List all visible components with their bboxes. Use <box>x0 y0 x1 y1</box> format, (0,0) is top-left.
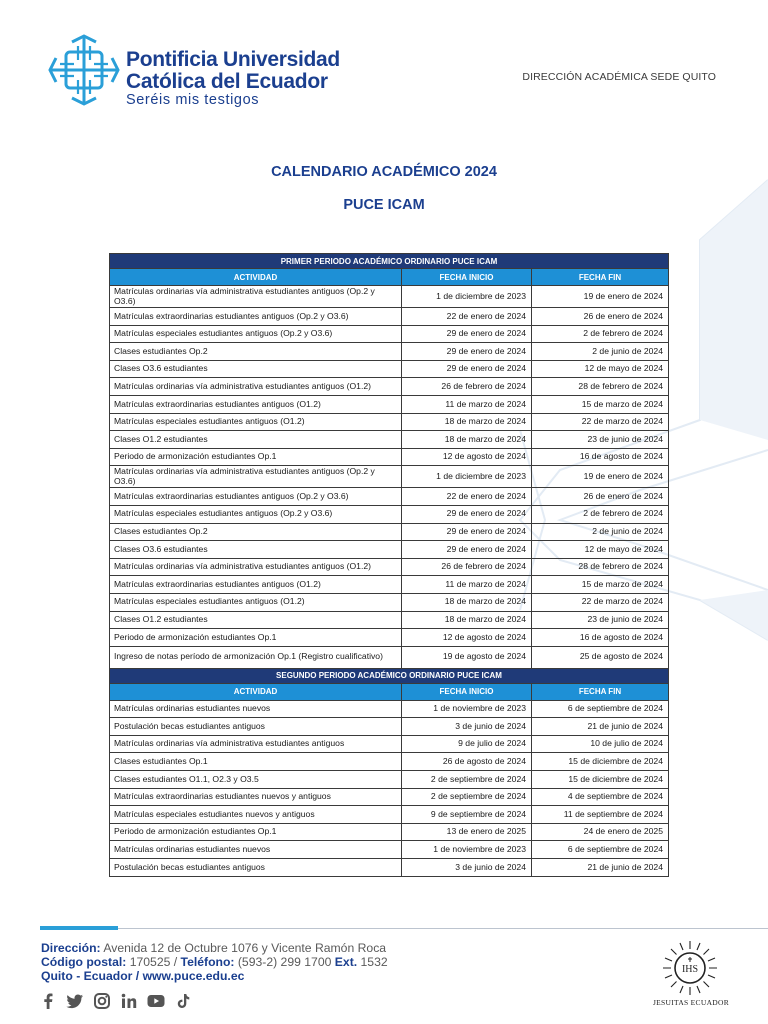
logo-name-line2: Católica del Ecuador <box>126 70 328 93</box>
start-date-cell: 9 de septiembre de 2024 <box>402 806 532 824</box>
puce-cross-icon <box>46 32 122 108</box>
city-website-link[interactable]: Quito - Ecuador / www.puce.edu.ec <box>41 969 245 983</box>
table-row <box>110 360 669 378</box>
table-row <box>110 413 669 431</box>
start-date-cell: 29 de enero de 2024 <box>402 505 532 523</box>
end-date-cell: 21 de junio de 2024 <box>532 718 669 736</box>
end-date-cell: 24 de enero de 2025 <box>532 823 669 841</box>
start-date-cell: 22 de enero de 2024 <box>402 488 532 506</box>
end-date-cell: 22 de marzo de 2024 <box>532 593 669 611</box>
address-value: Avenida 12 de Octubre 1076 y Vicente Ramón Roca <box>103 941 387 955</box>
activity-cell: Clases O3.6 estudiantes <box>110 541 402 559</box>
column-header-row <box>110 269 669 286</box>
activity-cell: Clases estudiantes Op.2 <box>110 343 402 361</box>
start-date-cell: 13 de enero de 2025 <box>402 823 532 841</box>
start-date-cell: 11 de marzo de 2024 <box>402 395 532 413</box>
start-date-cell: 3 de junio de 2024 <box>402 718 532 736</box>
phone-value: (593-2) 299 1700 <box>237 955 332 969</box>
start-date-cell: 29 de enero de 2024 <box>402 523 532 541</box>
table-row <box>110 593 669 611</box>
department-label: DIRECCIÓN ACADÉMICA SEDE QUITO <box>522 71 716 83</box>
end-date-cell: 2 de junio de 2024 <box>532 343 669 361</box>
start-date-cell: 2 de septiembre de 2024 <box>402 771 532 789</box>
end-date-cell: 28 de febrero de 2024 <box>532 378 669 396</box>
activity-cell: Ingreso de notas período de armonización Op.1 (Registro cualificativo) <box>110 646 402 668</box>
footer-postal-phone: Código postal: 170525 / Teléfono: (593-2) 299 1700 Ext. 1532 <box>41 955 388 969</box>
start-date-cell: 12 de agosto de 2024 <box>402 629 532 647</box>
activity-cell: Clases estudiantes Op.1 <box>110 753 402 771</box>
facebook-icon[interactable] <box>38 991 58 1011</box>
column-header-start: FECHA INICIO <box>402 269 532 286</box>
start-date-cell: 22 de enero de 2024 <box>402 308 532 326</box>
twitter-icon[interactable] <box>65 991 85 1011</box>
table-row <box>110 823 669 841</box>
start-date-cell: 19 de agosto de 2024 <box>402 646 532 668</box>
table-row <box>110 431 669 449</box>
activity-cell: Matrículas ordinarias vía administrativa estudiantes antiguos (O1.2) <box>110 378 402 396</box>
address-label: Dirección: <box>41 941 101 955</box>
table-row <box>110 308 669 326</box>
table-row <box>110 488 669 506</box>
table-row <box>110 448 669 466</box>
end-date-cell: 28 de febrero de 2024 <box>532 558 669 576</box>
start-date-cell: 18 de marzo de 2024 <box>402 611 532 629</box>
activity-cell: Matrículas extraordinarias estudiantes antiguos (Op.2 y O3.6) <box>110 488 402 506</box>
logo-name-line1: Pontificia Universidad <box>126 48 340 71</box>
university-logo <box>46 32 346 112</box>
start-date-cell: 18 de marzo de 2024 <box>402 413 532 431</box>
column-header-start: FECHA INICIO <box>402 683 532 700</box>
footer-address <box>41 941 386 955</box>
postal-value: 170525 <box>129 955 171 969</box>
activity-cell: Matrículas ordinarias estudiantes nuevos <box>110 841 402 859</box>
table-row <box>110 558 669 576</box>
tiktok-icon[interactable] <box>173 991 193 1011</box>
postal-label: Código postal: <box>41 955 127 969</box>
end-date-cell: 19 de enero de 2024 <box>532 466 669 488</box>
activity-cell: Matrículas especiales estudiantes antiguos (O1.2) <box>110 593 402 611</box>
end-date-cell: 22 de marzo de 2024 <box>532 413 669 431</box>
end-date-cell: 2 de febrero de 2024 <box>532 325 669 343</box>
end-date-cell: 6 de septiembre de 2024 <box>532 700 669 718</box>
end-date-cell: 16 de agosto de 2024 <box>532 448 669 466</box>
footer-divider <box>40 928 768 929</box>
column-header-end: FECHA FIN <box>532 269 669 286</box>
logo-tagline: Seréis mis testigos <box>126 92 260 108</box>
svg-text:IHS: IHS <box>681 964 699 975</box>
table-row <box>110 646 669 668</box>
academic-calendar-table <box>109 253 669 877</box>
phone-label: Teléfono: <box>180 955 235 969</box>
start-date-cell: 18 de marzo de 2024 <box>402 431 532 449</box>
table-row <box>110 523 669 541</box>
activity-cell: Clases estudiantes O1.1, O2.3 y O3.5 <box>110 771 402 789</box>
start-date-cell: 29 de enero de 2024 <box>402 541 532 559</box>
instagram-icon[interactable] <box>92 991 112 1011</box>
period1-title: PRIMER PERIODO ACADÉMICO ORDINARIO PUCE ICAM <box>110 254 669 269</box>
ext-label: Ext. <box>334 955 358 969</box>
column-header-end: FECHA FIN <box>532 683 669 700</box>
end-date-cell: 12 de mayo de 2024 <box>532 541 669 559</box>
column-header-activity: ACTIVIDAD <box>110 683 402 700</box>
footer-city-web <box>41 969 244 983</box>
activity-cell: Clases O1.2 estudiantes <box>110 431 402 449</box>
table-row <box>110 753 669 771</box>
table-row <box>110 806 669 824</box>
page-subtitle: PUCE ICAM <box>343 197 425 213</box>
table-row <box>110 611 669 629</box>
activity-cell: Matrículas extraordinarias estudiantes antiguos (Op.2 y O3.6) <box>110 308 402 326</box>
activity-cell: Matrículas extraordinarias estudiantes antiguos (O1.2) <box>110 395 402 413</box>
table-row <box>110 325 669 343</box>
ext-value: 1532 <box>360 955 388 969</box>
activity-cell: Periodo de armonización estudiantes Op.1 <box>110 448 402 466</box>
activity-cell: Postulación becas estudiantes antiguos <box>110 859 402 877</box>
activity-cell: Clases estudiantes Op.2 <box>110 523 402 541</box>
activity-cell: Postulación becas estudiantes antiguos <box>110 718 402 736</box>
start-date-cell: 26 de febrero de 2024 <box>402 378 532 396</box>
end-date-cell: 23 de junio de 2024 <box>532 611 669 629</box>
youtube-icon[interactable] <box>146 991 166 1011</box>
end-date-cell: 23 de junio de 2024 <box>532 431 669 449</box>
end-date-cell: 11 de septiembre de 2024 <box>532 806 669 824</box>
table-row <box>110 718 669 736</box>
activity-cell: Periodo de armonización estudiantes Op.1 <box>110 823 402 841</box>
table-row <box>110 771 669 789</box>
activity-cell: Matrículas especiales estudiantes nuevos y antiguos <box>110 806 402 824</box>
activity-cell: Matrículas ordinarias vía administrativa estudiantes antiguos <box>110 735 402 753</box>
start-date-cell: 26 de febrero de 2024 <box>402 558 532 576</box>
start-date-cell: 1 de noviembre de 2023 <box>402 841 532 859</box>
end-date-cell: 15 de marzo de 2024 <box>532 576 669 594</box>
table-row <box>110 343 669 361</box>
start-date-cell: 9 de julio de 2024 <box>402 735 532 753</box>
start-date-cell: 18 de marzo de 2024 <box>402 593 532 611</box>
column-header-row <box>110 683 669 700</box>
table-row <box>110 395 669 413</box>
activity-cell: Matrículas ordinarias vía administrativa estudiantes antiguos (O1.2) <box>110 558 402 576</box>
end-date-cell: 15 de diciembre de 2024 <box>532 753 669 771</box>
table-row <box>110 700 669 718</box>
activity-cell: Matrículas especiales estudiantes antiguos (Op.2 y O3.6) <box>110 325 402 343</box>
activity-cell: Matrículas extraordinarias estudiantes nuevos y antiguos <box>110 788 402 806</box>
end-date-cell: 26 de enero de 2024 <box>532 488 669 506</box>
end-date-cell: 12 de mayo de 2024 <box>532 360 669 378</box>
activity-cell: Clases O3.6 estudiantes <box>110 360 402 378</box>
table-row <box>110 466 669 488</box>
activity-cell: Matrículas especiales estudiantes antiguos (Op.2 y O3.6) <box>110 505 402 523</box>
footer-accent-bar <box>40 926 118 930</box>
period2-title: SEGUNDO PERIODO ACADÉMICO ORDINARIO PUCE ICAM <box>110 668 669 683</box>
start-date-cell: 29 de enero de 2024 <box>402 343 532 361</box>
table-row <box>110 859 669 877</box>
period1-title-row <box>110 254 669 269</box>
page-title: CALENDARIO ACADÉMICO 2024 <box>271 164 497 180</box>
end-date-cell: 10 de julio de 2024 <box>532 735 669 753</box>
activity-cell: Matrículas especiales estudiantes antiguos (O1.2) <box>110 413 402 431</box>
activity-cell: Matrículas ordinarias vía administrativa estudiantes antiguos (Op.2 y O3.6) <box>110 466 402 488</box>
jesuits-label: JESUITAS ECUADOR <box>652 998 730 1007</box>
table-row <box>110 629 669 647</box>
start-date-cell: 2 de septiembre de 2024 <box>402 788 532 806</box>
activity-cell: Matrículas extraordinarias estudiantes antiguos (O1.2) <box>110 576 402 594</box>
start-date-cell: 1 de diciembre de 2023 <box>402 466 532 488</box>
linkedin-icon[interactable] <box>119 991 139 1011</box>
end-date-cell: 15 de diciembre de 2024 <box>532 771 669 789</box>
table-row <box>110 505 669 523</box>
start-date-cell: 1 de diciembre de 2023 <box>402 286 532 308</box>
period2-title-row <box>110 668 669 683</box>
table-row <box>110 541 669 559</box>
activity-cell: Matrículas ordinarias vía administrativa estudiantes antiguos (Op.2 y O3.6) <box>110 286 402 308</box>
table-row <box>110 788 669 806</box>
end-date-cell: 15 de marzo de 2024 <box>532 395 669 413</box>
table-row <box>110 286 669 308</box>
end-date-cell: 2 de febrero de 2024 <box>532 505 669 523</box>
start-date-cell: 1 de noviembre de 2023 <box>402 700 532 718</box>
end-date-cell: 25 de agosto de 2024 <box>532 646 669 668</box>
end-date-cell: 6 de septiembre de 2024 <box>532 841 669 859</box>
start-date-cell: 29 de enero de 2024 <box>402 325 532 343</box>
table-row <box>110 378 669 396</box>
activity-cell: Periodo de armonización estudiantes Op.1 <box>110 629 402 647</box>
start-date-cell: 29 de enero de 2024 <box>402 360 532 378</box>
start-date-cell: 26 de agosto de 2024 <box>402 753 532 771</box>
table-row <box>110 735 669 753</box>
end-date-cell: 16 de agosto de 2024 <box>532 629 669 647</box>
end-date-cell: 2 de junio de 2024 <box>532 523 669 541</box>
activity-cell: Matrículas ordinarias estudiantes nuevos <box>110 700 402 718</box>
start-date-cell: 11 de marzo de 2024 <box>402 576 532 594</box>
end-date-cell: 19 de enero de 2024 <box>532 286 669 308</box>
end-date-cell: 26 de enero de 2024 <box>532 308 669 326</box>
table-row <box>110 841 669 859</box>
end-date-cell: 21 de junio de 2024 <box>532 859 669 877</box>
start-date-cell: 12 de agosto de 2024 <box>402 448 532 466</box>
column-header-activity: ACTIVIDAD <box>110 269 402 286</box>
social-links <box>38 990 193 1012</box>
activity-cell: Clases O1.2 estudiantes <box>110 611 402 629</box>
end-date-cell: 4 de septiembre de 2024 <box>532 788 669 806</box>
table-row <box>110 576 669 594</box>
start-date-cell: 3 de junio de 2024 <box>402 859 532 877</box>
